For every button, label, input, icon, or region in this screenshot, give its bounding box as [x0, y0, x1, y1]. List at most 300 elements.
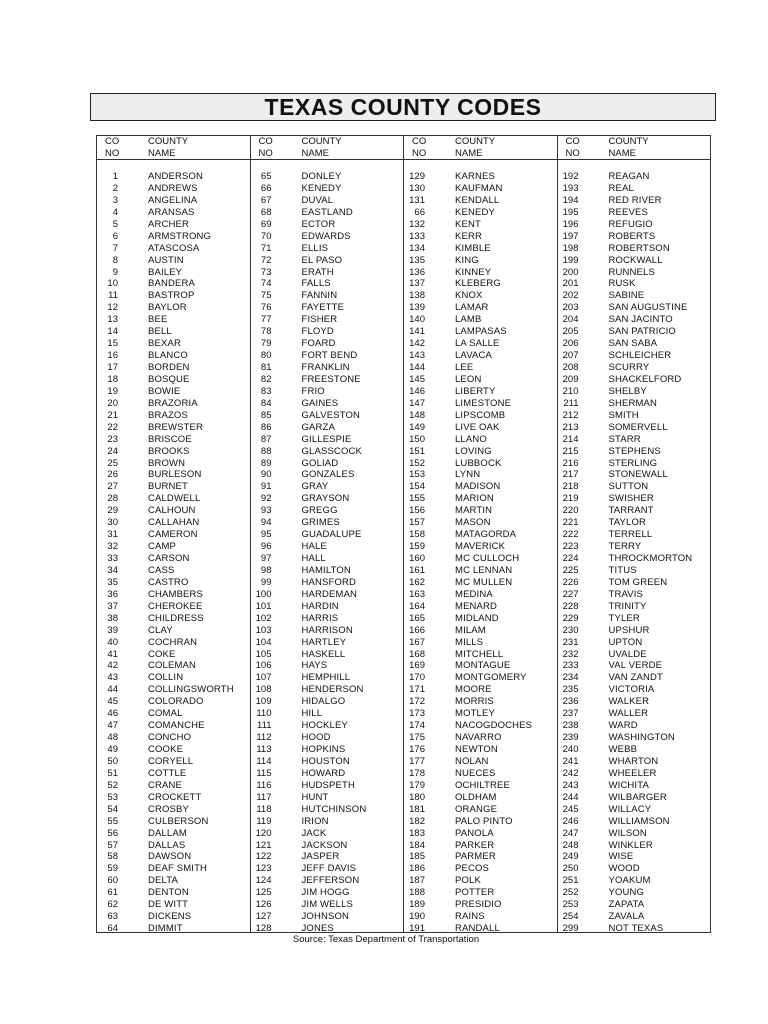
table-row [404, 672, 557, 684]
county-name: GRIMES [301, 517, 340, 529]
county-name: BREWSTER [148, 421, 204, 433]
county-code: 101 [255, 600, 272, 612]
county-code: 66 [414, 206, 425, 218]
county-code: 87 [260, 433, 272, 445]
table-row [558, 410, 711, 422]
table-row [404, 505, 557, 517]
table-row [404, 350, 557, 362]
county-name: CAMERON [148, 529, 198, 541]
county-code: 184 [409, 839, 425, 851]
county-code: 125 [255, 887, 272, 899]
county-code: 139 [409, 302, 425, 314]
table-row [404, 529, 557, 541]
table-row [558, 684, 711, 696]
county-name: HUTCHINSON [301, 803, 367, 815]
county-name: SCHLEICHER [608, 350, 672, 362]
county-codes-table [96, 135, 711, 933]
county-name: VAL VERDE [608, 660, 663, 672]
county-name: BELL [148, 326, 172, 338]
table-row [251, 672, 404, 684]
table-row [404, 171, 557, 183]
header-co-no [566, 136, 580, 160]
county-code: 11 [108, 290, 118, 302]
table-row [558, 816, 711, 828]
county-name: CAMP [148, 541, 177, 553]
county-code: 240 [562, 744, 579, 755]
county-code: 80 [260, 350, 272, 362]
county-name: YOAKUM [608, 875, 651, 887]
table-row [97, 720, 250, 732]
county-code: 55 [107, 815, 118, 827]
table-row [558, 505, 711, 517]
table-row [558, 493, 711, 505]
table-row [404, 398, 557, 410]
county-code: 108 [255, 684, 272, 696]
county-code: 174 [409, 720, 425, 732]
county-name: LUBBOCK [455, 457, 502, 469]
county-code: 187 [409, 875, 425, 887]
county-name: KNOX [455, 290, 483, 302]
county-code: 166 [409, 624, 425, 636]
table-row [404, 625, 557, 637]
table-row [404, 231, 557, 243]
table-row [558, 338, 711, 350]
county-name: HUNT [301, 791, 329, 803]
table-row [97, 219, 250, 231]
table-row [404, 338, 557, 350]
county-name: SHELBY [608, 385, 647, 397]
county-code: 61 [107, 887, 118, 899]
county-code: 46 [107, 708, 118, 720]
table-row [251, 660, 404, 672]
table-row [251, 290, 404, 302]
county-name: MASON [455, 517, 491, 529]
county-name: ARCHER [148, 218, 190, 230]
table-row [404, 458, 557, 470]
table-row [97, 278, 250, 290]
table-row [404, 851, 557, 863]
table-row [251, 851, 404, 863]
county-name: ANDERSON [148, 171, 204, 182]
table-row [97, 362, 250, 374]
county-code: 16 [107, 350, 118, 362]
county-name: TYLER [608, 612, 640, 624]
county-code: 22 [107, 421, 118, 433]
county-name: GALVESTON [301, 409, 361, 421]
county-name: ATASCOSA [148, 242, 200, 254]
table-row [97, 780, 250, 792]
county-name: CHILDRESS [148, 612, 204, 624]
table-row [404, 278, 557, 290]
county-name: HARRISON [301, 624, 353, 636]
county-name: STARR [608, 433, 641, 445]
county-name: MEDINA [455, 588, 493, 600]
county-name: LAMAR [455, 302, 489, 314]
table-row [97, 577, 250, 589]
header-county-name [609, 136, 649, 160]
county-name: DALLAM [148, 827, 187, 839]
table-row [251, 637, 404, 649]
county-code: 248 [562, 839, 579, 851]
county-code: 215 [562, 445, 579, 457]
county-code: 56 [107, 827, 118, 839]
county-code: 74 [260, 278, 272, 290]
county-code: 208 [562, 362, 579, 373]
county-name: SAN PATRICIO [608, 326, 676, 338]
county-code: 73 [260, 266, 272, 278]
county-name: CHAMBERS [148, 588, 204, 600]
county-name: JOHNSON [301, 911, 349, 923]
table-row [251, 696, 404, 708]
table-row [404, 816, 557, 828]
header-co-no [105, 136, 119, 160]
county-name: BAILEY [148, 266, 183, 278]
county-name: LIVE OAK [455, 421, 500, 433]
county-code: 122 [255, 851, 272, 863]
county-name: NACOGDOCHES [455, 720, 533, 732]
county-code: 36 [107, 588, 118, 600]
table-row [251, 231, 404, 243]
table-row [558, 171, 711, 183]
county-code: 113 [256, 744, 272, 755]
table-row [97, 398, 250, 410]
table-row [97, 649, 250, 661]
county-code: 185 [409, 851, 425, 863]
county-code: 169 [409, 660, 425, 672]
county-name: LIMESTONE [455, 397, 512, 409]
table-row [97, 565, 250, 577]
county-code: 196 [562, 218, 579, 230]
county-code: 158 [409, 529, 425, 541]
county-name: GUADALUPE [301, 529, 362, 541]
county-code: 152 [409, 457, 425, 469]
county-code: 1 [112, 171, 118, 182]
county-code: 54 [107, 803, 118, 815]
table-row [404, 684, 557, 696]
county-code: 26 [107, 469, 118, 481]
county-name: RUSK [608, 278, 636, 290]
county-name: FISHER [301, 314, 338, 326]
county-name: HARDEMAN [301, 588, 358, 600]
county-code: 186 [409, 863, 425, 875]
county-name: BAYLOR [148, 302, 187, 314]
county-name: LIBERTY [455, 385, 496, 397]
county-name: CALLAHAN [148, 517, 200, 529]
county-name: CROCKETT [148, 791, 202, 803]
table-row [97, 684, 250, 696]
county-name: JASPER [301, 851, 340, 863]
table-row [558, 553, 711, 565]
county-name: UPTON [608, 636, 643, 648]
county-code: 51 [107, 767, 118, 779]
table-row [251, 207, 404, 219]
table-row [404, 386, 557, 398]
county-name: SAN SABA [608, 338, 658, 350]
table-row [558, 278, 711, 290]
county-code: 230 [562, 624, 579, 636]
county-name: FORT BEND [301, 350, 358, 362]
county-name: GILLESPIE [301, 433, 352, 445]
county-name: JIM HOGG [301, 887, 350, 899]
table-row [558, 828, 711, 840]
table-row [251, 875, 404, 887]
county-code: 177 [409, 755, 425, 767]
county-name: ANDREWS [148, 182, 198, 194]
table-row [558, 804, 711, 816]
header-no-line: NO [412, 148, 427, 159]
county-name: JEFF DAVIS [301, 863, 357, 875]
county-name: HASKELL [301, 648, 346, 660]
table-row [558, 625, 711, 637]
table-row [251, 458, 404, 470]
table-row [404, 875, 557, 887]
county-name: STONEWALL [608, 469, 668, 481]
county-code: 84 [260, 397, 272, 409]
county-code: 143 [409, 350, 425, 362]
table-row [558, 613, 711, 625]
table-row [558, 517, 711, 529]
table-row [251, 625, 404, 637]
table-row [251, 314, 404, 326]
county-name: MENARD [455, 600, 498, 612]
county-code: 234 [562, 672, 579, 684]
table-row [97, 863, 250, 875]
county-code: 211 [563, 397, 579, 409]
county-name: ROBERTSON [608, 242, 670, 254]
table-row [251, 792, 404, 804]
table-row [97, 505, 250, 517]
table-row [251, 195, 404, 207]
county-code: 64 [107, 923, 118, 935]
county-name: HUDSPETH [301, 779, 355, 791]
table-row [558, 565, 711, 577]
county-code: 77 [260, 314, 272, 326]
county-code: 252 [562, 887, 579, 899]
table-row [404, 828, 557, 840]
table-row [558, 422, 711, 434]
county-code: 201 [562, 278, 579, 290]
county-name: ANGELINA [148, 194, 198, 206]
table-row [404, 493, 557, 505]
county-code: 68 [260, 206, 272, 218]
table-row [558, 863, 711, 875]
county-code: 102 [255, 612, 272, 624]
county-name: UVALDE [608, 648, 647, 660]
county-code: 247 [562, 827, 579, 839]
table-row [404, 720, 557, 732]
county-name: EL PASO [301, 254, 343, 266]
county-name: ECTOR [301, 218, 336, 230]
county-code: 134 [409, 242, 425, 254]
county-name: BORDEN [148, 362, 190, 373]
county-name: MADISON [455, 481, 501, 493]
county-code: 221 [562, 517, 579, 529]
table-row [404, 660, 557, 672]
county-code: 75 [260, 290, 272, 302]
county-code: 40 [107, 636, 118, 648]
county-code: 62 [107, 899, 118, 911]
county-name: PRESIDIO [455, 899, 502, 911]
header-county-line: COUNTY [148, 136, 189, 147]
county-code: 128 [255, 923, 272, 935]
county-code: 20 [107, 397, 118, 409]
county-code: 181 [409, 803, 425, 815]
county-name: NUECES [455, 767, 496, 779]
county-name: COMAL [148, 708, 183, 720]
table-row [404, 255, 557, 267]
table-row [251, 887, 404, 899]
county-code: 172 [409, 696, 425, 708]
county-code: 299 [562, 923, 579, 935]
table-row [251, 601, 404, 613]
county-code: 9 [112, 266, 118, 278]
county-name: COKE [148, 648, 176, 660]
table-row [558, 911, 711, 923]
header-name-line: NAME [148, 148, 176, 159]
county-code: 131 [409, 194, 425, 206]
table-row [558, 768, 711, 780]
county-name: LAMB [455, 314, 482, 326]
table-row [404, 314, 557, 326]
county-code: 106 [255, 660, 272, 672]
header-county-name [148, 136, 188, 160]
county-code: 47 [107, 720, 118, 732]
table-row [404, 362, 557, 374]
table-row [251, 684, 404, 696]
county-code: 98 [260, 564, 272, 576]
table-row [558, 386, 711, 398]
county-name: LAMPASAS [455, 326, 507, 338]
county-code: 19 [107, 385, 118, 397]
table-row [404, 290, 557, 302]
table-row [558, 434, 711, 446]
county-name: JEFFERSON [301, 875, 360, 887]
table-row [97, 613, 250, 625]
county-code: 53 [107, 791, 118, 803]
county-code: 58 [107, 851, 118, 863]
county-code: 32 [107, 541, 118, 553]
table-row [97, 469, 250, 481]
county-code: 193 [562, 182, 579, 194]
county-name: GAINES [301, 397, 339, 409]
county-code: 63 [107, 911, 118, 923]
table-row [558, 255, 711, 267]
county-name: HAMILTON [301, 564, 351, 576]
county-name: SHERMAN [608, 397, 658, 409]
table-column-1 [97, 136, 251, 935]
table-row [251, 863, 404, 875]
county-code: 48 [107, 732, 118, 744]
county-code: 95 [260, 529, 272, 541]
county-name: VAN ZANDT [608, 672, 663, 684]
county-name: CONCHO [148, 732, 192, 744]
county-name: BOWIE [148, 385, 181, 397]
county-name: WILLACY [608, 803, 652, 815]
table-row [97, 887, 250, 899]
header-no-line: NO [258, 148, 273, 159]
county-name: HILL [301, 708, 323, 720]
county-code: 176 [409, 744, 425, 755]
table-row [558, 696, 711, 708]
county-code: 136 [409, 266, 425, 278]
table-row [404, 589, 557, 601]
county-name: NOT TEXAS [608, 923, 664, 935]
county-name: JACK [301, 827, 327, 839]
table-row [97, 195, 250, 207]
county-code: 170 [409, 672, 425, 684]
header-co-line: CO [565, 136, 580, 147]
table-row [97, 553, 250, 565]
table-row [404, 267, 557, 279]
table-row [251, 708, 404, 720]
county-code: 239 [562, 732, 579, 744]
county-name: HOCKLEY [301, 720, 348, 732]
county-list [558, 171, 711, 935]
table-row [97, 183, 250, 195]
county-name: WILSON [608, 827, 647, 839]
county-code: 156 [409, 505, 425, 517]
county-name: FOARD [301, 338, 336, 350]
table-row [97, 828, 250, 840]
table-row [97, 314, 250, 326]
table-row [251, 577, 404, 589]
table-row [404, 183, 557, 195]
header-name-line: NAME [455, 148, 483, 159]
county-code: 251 [562, 875, 579, 887]
table-row [558, 314, 711, 326]
county-name: GOLIAD [301, 457, 339, 469]
county-name: BROOKS [148, 445, 190, 457]
county-code: 151 [409, 445, 425, 457]
table-row [558, 672, 711, 684]
county-code: 92 [260, 493, 272, 505]
table-column-2 [251, 136, 405, 935]
county-name: REAL [608, 182, 634, 194]
county-code: 190 [409, 911, 425, 923]
table-row [251, 183, 404, 195]
column-header [97, 136, 250, 160]
county-code: 109 [255, 696, 272, 708]
county-name: THROCKMORTON [608, 553, 693, 564]
county-name: WHARTON [608, 755, 659, 767]
table-row [251, 899, 404, 911]
table-row [97, 840, 250, 852]
county-name: HENDERSON [301, 684, 364, 696]
table-row [251, 553, 404, 565]
county-name: DALLAS [148, 839, 186, 851]
county-code: 254 [562, 911, 579, 923]
county-code: 3 [112, 194, 118, 206]
county-name: DAWSON [148, 851, 192, 863]
county-name: WILLIAMSON [608, 815, 670, 827]
county-code: 229 [562, 612, 579, 624]
county-name: ZAPATA [608, 899, 645, 911]
county-name: BLANCO [148, 350, 188, 362]
county-name: HARDIN [301, 600, 339, 612]
county-name: HARTLEY [301, 636, 347, 648]
county-name: VICTORIA [608, 684, 655, 696]
county-code: 220 [562, 505, 579, 517]
county-code: 70 [260, 230, 272, 242]
county-code: 8 [112, 254, 118, 266]
table-row [97, 267, 250, 279]
county-name: POLK [455, 875, 481, 887]
title-box [90, 93, 716, 121]
table-row [404, 744, 557, 756]
county-code: 35 [107, 576, 118, 588]
county-code: 82 [260, 373, 272, 385]
table-row [251, 422, 404, 434]
